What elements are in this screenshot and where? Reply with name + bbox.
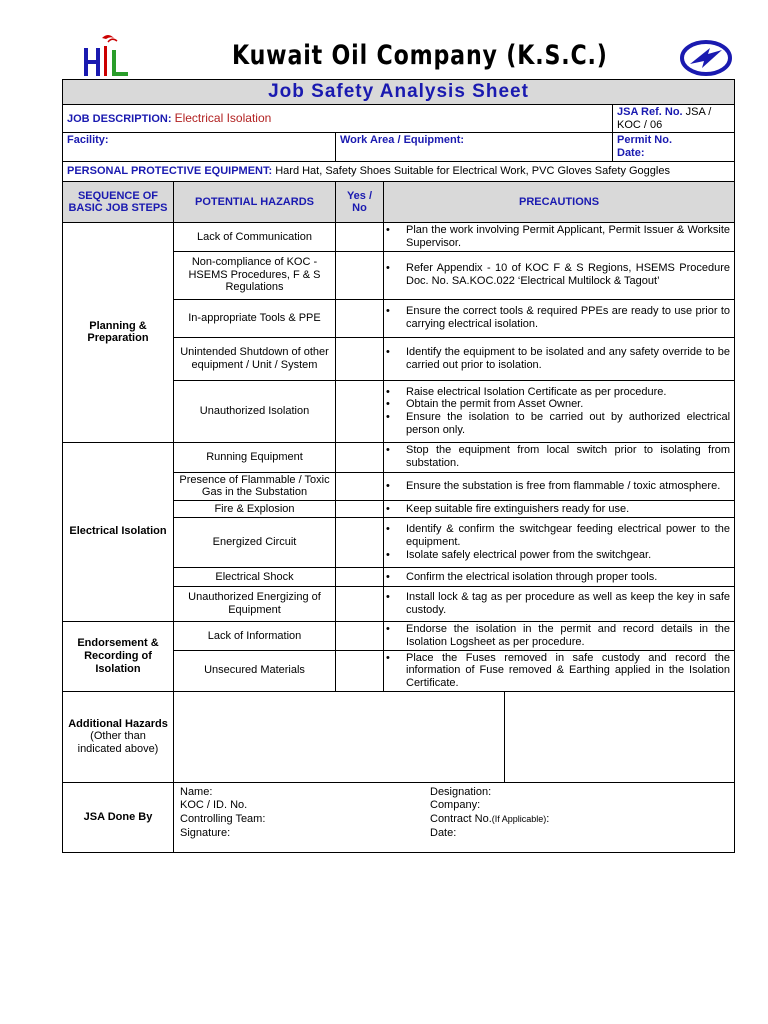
precaution-item: • Ensure the isolation to be carried out by authorized electrical person only. <box>394 411 730 436</box>
form-title: Job Safety Analysis Sheet <box>63 80 735 105</box>
precautions-cell <box>384 442 735 472</box>
step-additional-hazards <box>63 691 174 782</box>
precaution-item: • Confirm the electrical isolation through proper tools. <box>394 571 730 584</box>
precaution-item: • Keep suitable fire extinguishers ready for use. <box>394 503 730 516</box>
contract-note: (If Applicable) <box>491 814 547 825</box>
signature-label: Signature: <box>180 826 231 839</box>
koc-logo-icon <box>680 40 732 76</box>
column-header-hazards: POTENTIAL HAZARDS <box>174 182 336 223</box>
precaution-item: • Endorse the isolation in the permit and record details in the Isolation Logsheet as per procedure. <box>394 623 730 648</box>
done-date-label: Date: <box>430 826 457 839</box>
precaution-item: • Identify the equipment to be isolated and any safety override to be carried out prior to isolation. <box>394 346 730 371</box>
yesno-cell[interactable] <box>336 517 384 567</box>
work-area-label: Work Area / Equipment: <box>340 134 465 147</box>
hazard-cell: Fire & Explosion <box>174 500 336 517</box>
job-description-cell <box>63 105 613 133</box>
hazard-cell: Unauthorized Energizing of Equipment <box>174 586 336 621</box>
contract-colon: : <box>546 813 550 826</box>
ppe-cell <box>63 162 735 182</box>
precautions-cell <box>384 337 735 380</box>
date-label: Date: <box>617 146 645 159</box>
controlling-team-label: Controlling Team: <box>180 813 266 826</box>
hazard-cell: Presence of Flammable / Toxic Gas in the Substation <box>174 472 336 500</box>
precaution-item: • Obtain the permit from Asset Owner. <box>394 398 730 411</box>
precautions-cell <box>384 621 735 650</box>
yesno-cell[interactable] <box>336 650 384 691</box>
precaution-item: • Isolate safely electrical power from the switchgear. <box>394 549 730 562</box>
yesno-cell[interactable] <box>336 567 384 586</box>
hazard-cell: Lack of Information <box>174 621 336 650</box>
yesno-cell[interactable] <box>336 380 384 442</box>
precautions-cell <box>384 567 735 586</box>
precaution-item: • Identify & confirm the switchgear feeding electrical power to the equipment. <box>394 523 730 548</box>
hazard-cell: Energized Circuit <box>174 517 336 567</box>
yesno-cell[interactable] <box>336 500 384 517</box>
hazard-cell: Lack of Communication <box>174 223 336 251</box>
hazard-cell: Unsecured Materials <box>174 650 336 691</box>
company-label: Company: <box>430 799 481 812</box>
yesno-cell[interactable] <box>336 337 384 380</box>
step-endorsement: Endorsement & Recording of Isolation <box>63 621 174 691</box>
precautions-cell <box>384 380 735 442</box>
permit-label: Permit No. <box>617 134 673 147</box>
designation-label: Designation: <box>430 785 492 798</box>
jsa-ref-label: JSA Ref. No. <box>617 106 683 118</box>
jsa-done-by-label: JSA Done By <box>63 782 174 852</box>
jsa-ref-value: JSA / KOC / 06 <box>617 106 712 131</box>
hazard-cell: Unintended Shutdown of other equipment / Unit / System <box>174 337 336 380</box>
precautions-cell <box>384 586 735 621</box>
precaution-item: • Plan the work involving Permit Applicant, Permit Issuer & Worksite Supervisor. <box>394 224 730 249</box>
permit-cell <box>613 133 735 162</box>
company-name: Kuwait Oil Company (K.S.C.) <box>232 40 608 71</box>
jsa-ref-cell <box>613 105 735 133</box>
additional-hazards-subtitle: (Other than indicated above) <box>77 730 159 756</box>
hazard-cell: In-appropriate Tools & PPE <box>174 299 336 337</box>
precaution-item: • Ensure the correct tools & required PPEs are ready to use prior to carrying electrical isolation. <box>394 305 730 330</box>
precautions-cell <box>384 223 735 251</box>
contract-no-label <box>430 813 728 826</box>
contract-no-text: Contract No. <box>430 813 492 826</box>
precautions-cell <box>384 299 735 337</box>
facility-cell <box>63 133 336 162</box>
additional-precautions-field[interactable] <box>505 691 735 782</box>
hazard-cell: Non-compliance of KOC -HSEMS Procedures, F & S Regulations <box>174 251 336 299</box>
precautions-cell <box>384 251 735 299</box>
precautions-cell <box>384 472 735 500</box>
precaution-item: • Place the Fuses removed in safe custody and record the information of Fuse removed & Earthing applied in the Isolation Certificate. <box>394 652 730 690</box>
precaution-item: • Refer Appendix - 10 of KOC F & S Regions, HSEMS Procedure Doc. No. SA.KOC.022 ‘Electrical Multilock & Tagout’ <box>394 262 730 287</box>
yesno-cell[interactable] <box>336 223 384 251</box>
precaution-item: • Ensure the substation is free from flammable / toxic atmosphere. <box>394 480 730 493</box>
additional-hazards-field[interactable] <box>174 691 505 782</box>
yesno-cell[interactable] <box>336 442 384 472</box>
column-header-sequence: SEQUENCE OF BASIC JOB STEPS <box>63 182 174 223</box>
column-header-yesno: Yes / No <box>336 182 384 223</box>
yesno-cell[interactable] <box>336 621 384 650</box>
step-electrical-isolation: Electrical Isolation <box>63 442 174 621</box>
yesno-cell[interactable] <box>336 472 384 500</box>
column-header-precautions: PRECAUTIONS <box>384 182 735 223</box>
facility-label: Facility: <box>67 134 109 147</box>
precaution-item: • Raise electrical Isolation Certificate as per procedure. <box>394 386 730 399</box>
precautions-cell <box>384 650 735 691</box>
step-planning: Planning & Preparation <box>63 223 174 442</box>
precaution-item: • Stop the equipment from local switch prior to isolating from substation. <box>394 444 730 469</box>
hse-logo-icon <box>80 34 134 78</box>
name-label: Name: <box>180 785 213 798</box>
jsa-table <box>62 79 735 853</box>
ppe-label: PERSONAL PROTECTIVE EQUIPMENT: <box>67 165 273 178</box>
work-area-cell <box>336 133 613 162</box>
jsa-done-by-details <box>174 782 735 852</box>
precautions-cell <box>384 500 735 517</box>
yesno-cell[interactable] <box>336 251 384 299</box>
additional-hazards-title: Additional Hazards <box>68 717 168 730</box>
yesno-cell[interactable] <box>336 586 384 621</box>
hazard-cell: Electrical Shock <box>174 567 336 586</box>
koc-id-label: KOC / ID. No. <box>180 799 248 812</box>
hazard-cell: Unauthorized Isolation <box>174 380 336 442</box>
precaution-item: • Install lock & tag as per procedure as well as keep the key in safe custody. <box>394 591 730 616</box>
job-description-value: Electrical Isolation <box>174 110 272 125</box>
precautions-cell <box>384 517 735 567</box>
ppe-value: Hard Hat, Safety Shoes Suitable for Electrical Work, PVC Gloves Safety Goggles <box>275 165 670 178</box>
page-header <box>62 32 734 80</box>
yesno-cell[interactable] <box>336 299 384 337</box>
job-description-label: JOB DESCRIPTION: <box>67 112 172 125</box>
hazard-cell: Running Equipment <box>174 442 336 472</box>
